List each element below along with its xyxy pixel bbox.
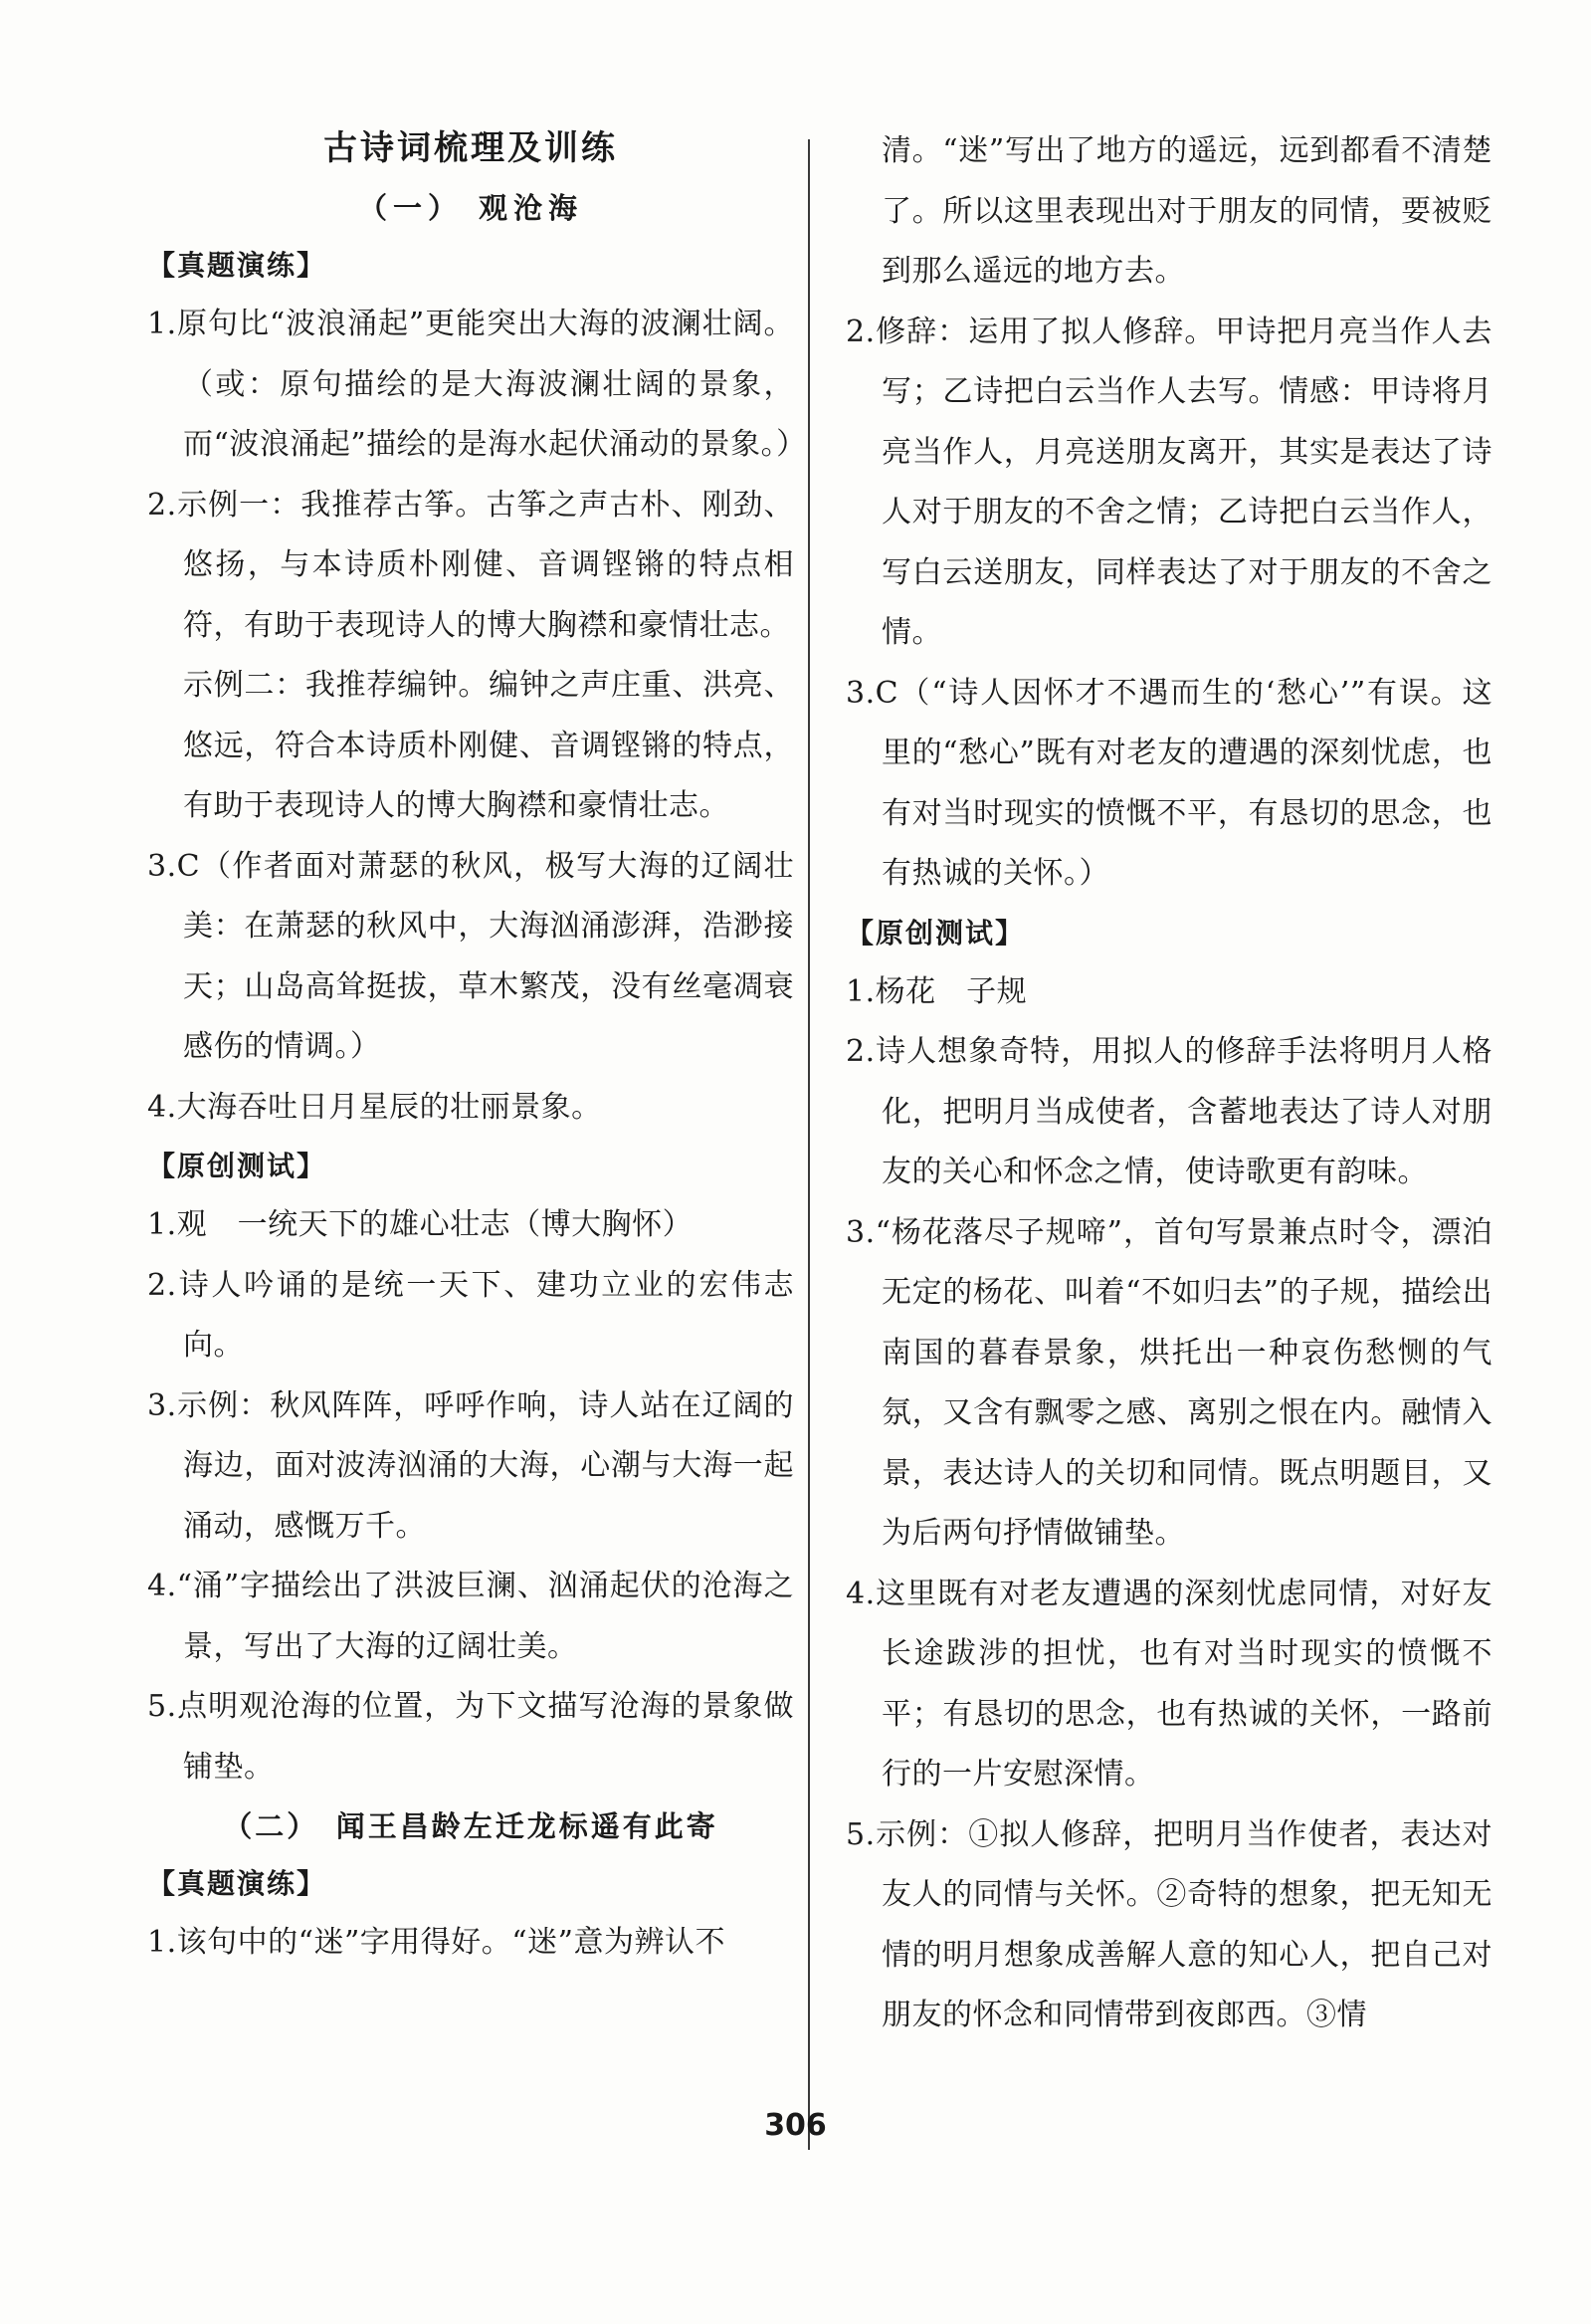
answer-b5: 5.点明观沧海的位置，为下文描写沧海的景象做铺垫。 <box>147 1689 794 1785</box>
section-heading-real-exam-2: 【真题演练】 <box>147 1867 327 1900</box>
section-heading-real-exam: 【真题演练】 <box>147 249 327 282</box>
answer-d5: 5.示例：①拟人修辞，把明月当作使者，表达对友人的同情与关怀。②奇特的想象，把无知无情的明月想象成善解人意的知心人，把自己对朋友的怀念和同情带到夜郎西。③情 <box>846 1816 1492 2032</box>
answer-c3: 3.C（“诗人因怀才不遇而生的‘愁心’”有误。这里的“愁心”既有对老友的遭遇的深刻忧虑，也有对当时现实的愤慨不平，有恳切的思念，也有热诚的关怀。） <box>846 675 1492 891</box>
left-column <box>147 117 807 1974</box>
answer-d3: 3.“杨花落尽子规啼”，首句写景兼点时令，漂泊无定的杨花、叫着“不如归去”的子规，描绘出南国的暮春景象，烘托出一种哀伤愁恻的气氛，又含有飘零之感、离别之恨在内。融情入景，表达诗人的关切和同情。既点明题目，又为后两句抒情做铺垫。 <box>846 1214 1492 1551</box>
answer-d1: 1.杨花 子规 <box>846 973 1028 1009</box>
answer-a2-example2: 示例二：我推荐编钟。编钟之声庄重、洪亮、悠远，符合本诗质朴刚健、音调铿锵的特点，有助于表现诗人的博大胸襟和豪情壮志。 <box>183 668 794 823</box>
answer-c1: 1.该句中的“迷”字用得好。“迷”意为辨认不 <box>147 1925 725 1960</box>
answer-b4: 4.“涌”字描绘出了洪波巨澜、汹涌起伏的沧海之景，写出了大海的辽阔壮美。 <box>147 1569 794 1664</box>
poem-heading-wen-wang-changling: （二） 闻王昌龄左迁龙标遥有此寄 <box>223 1809 718 1843</box>
answer-b3: 3.示例：秋风阵阵，呼呼作响，诗人站在辽阔的海边，面对波涛汹涌的大海，心潮与大海一起涌动，感慨万千。 <box>147 1387 794 1544</box>
answer-a4: 4.大海吞吐日月星辰的壮丽景象。 <box>147 1089 602 1125</box>
answer-a1: 1.原句比“波浪涌起”更能突出大海的波澜壮阔。（或：原句描绘的是大海波澜壮阔的景象，而“波浪涌起”描绘的是海水起伏涌动的景象。） <box>147 307 807 462</box>
answer-a2: 2.示例一：我推荐古筝。古筝之声古朴、刚劲、悠扬，与本诗质朴刚健、音调铿锵的特点相符，有助于表现诗人的博大胸襟和豪情壮志。 <box>147 487 794 643</box>
right-column <box>846 121 1492 2046</box>
section-heading-original-test: 【原创测试】 <box>147 1150 327 1182</box>
answer-b1: 1.观 一统天下的雄心壮志（博大胸怀） <box>147 1207 694 1242</box>
answer-d4: 4.这里既有对老友遭遇的深刻忧虑同情，对好友长途跋涉的担忧，也有对当时现实的愤慨不平；有恳切的思念，也有热诚的关怀，一路前行的一片安慰深情。 <box>846 1576 1492 1792</box>
answer-a3: 3.C（作者面对萧瑟的秋风，极写大海的辽阔壮美：在萧瑟的秋风中，大海汹涌澎湃，浩渺接天；山岛高耸挺拔，草木繁茂，没有丝毫凋衰感伤的情调。） <box>147 848 794 1064</box>
section-heading-original-test-2: 【原创测试】 <box>846 916 1026 950</box>
answer-d2: 2.诗人想象奇特，用拟人的修辞手法将明月人格化，把明月当成使者，含蓄地表达了诗人对朋友的关心和怀念之情，使诗歌更有韵味。 <box>846 1034 1492 1189</box>
answer-c1-continued: 清。“迷”写出了地方的遥远，远到都看不清楚了。所以这里表现出对于朋友的同情，要被贬到那么遥远的地方去。 <box>882 133 1492 289</box>
poem-heading-guan-cang-hai: （一） 观沧海 <box>357 191 584 225</box>
column-divider <box>808 139 810 2150</box>
page-title: 古诗词梳理及训练 <box>323 128 618 168</box>
page-number: 306 <box>764 2108 827 2143</box>
answer-c2: 2.修辞：运用了拟人修辞。甲诗把月亮当作人去写；乙诗把白云当作人去写。情感：甲诗将月亮当作人，月亮送朋友离开，其实是表达了诗人对于朋友的不舍之情；乙诗把白云当作人，写白云送朋友，同样表达了对于朋友的不舍之情。 <box>846 314 1492 650</box>
answer-b2: 2.诗人吟诵的是统一天下、建功立业的宏伟志向。 <box>147 1267 794 1363</box>
